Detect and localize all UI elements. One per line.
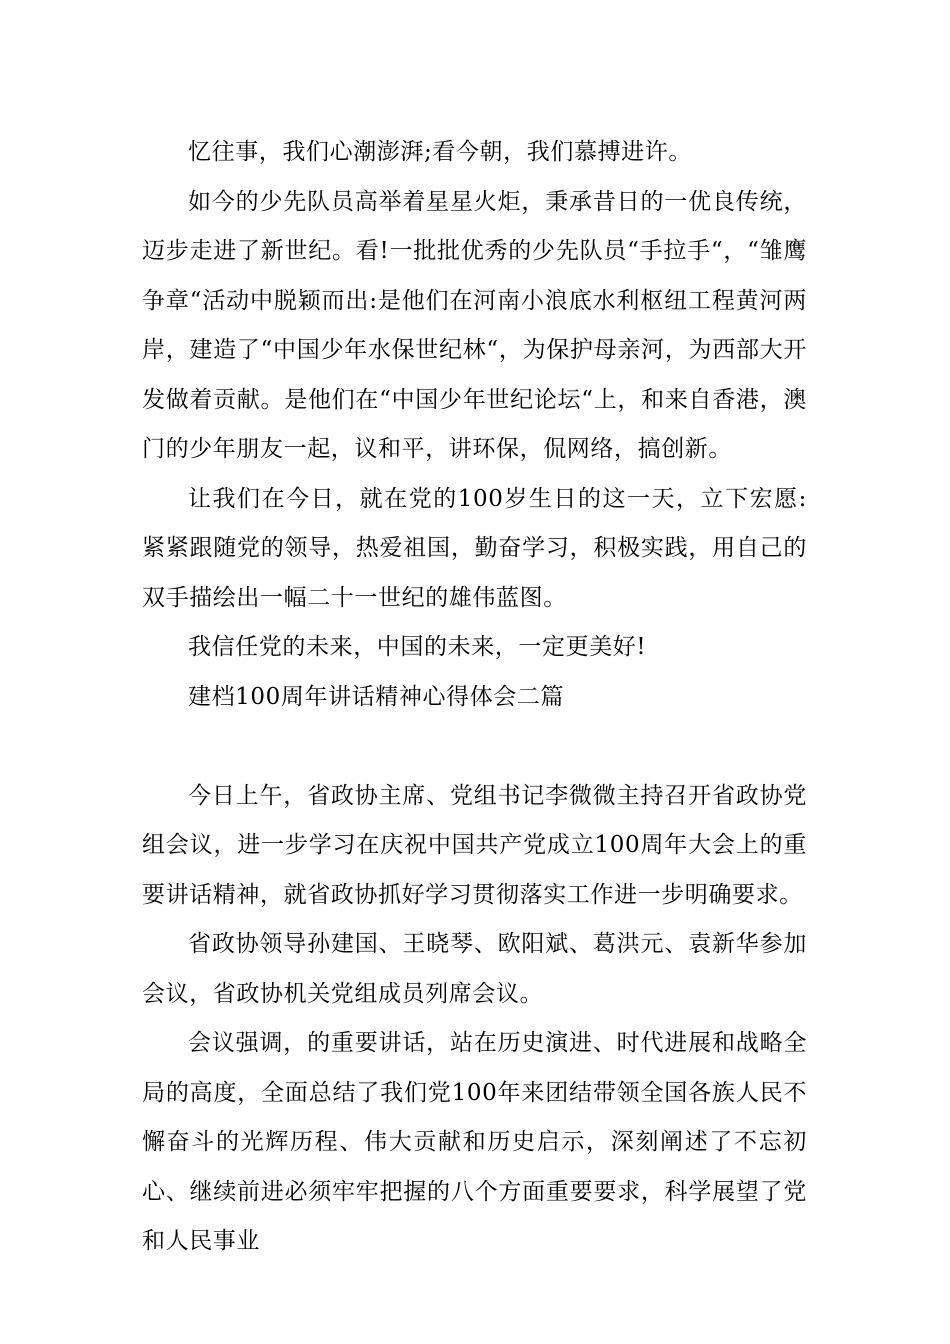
paragraph-young-pioneers: 如今的少先队员高举着星星火炬，秉承昔日的一优良传统，迈步走进了新世纪。看!一批批优秀的少先队员“手拉手“，“雏鹰争章“活动中脱颖而出:是他们在河南小浪底水利枢纽工程黄河两岸，建造了“中国少年水保世纪林“，为保护母亲河，为西部大开发做着贡献。是他们在“中国少年世纪论坛“上，和来自香港，澳门的少年朋友一起，议和平，讲环保，侃网络，搞创新。: [142, 188, 807, 462]
paragraph-recall: 忆往事，我们心潮澎湃;看今朝，我们慕搏进许。: [188, 139, 692, 165]
document-body: [142, 128, 807, 1267]
paragraph-attendees: 省政协领导孙建国、王晓琴、欧阳斌、葛洪元、袁新华参加会议，省政协机关党组成员列席会议。: [142, 931, 807, 1007]
paragraph-vow: 让我们在今日，就在党的100岁生日的这一天，立下宏愿:紧紧跟随党的领导，热爱祖国，勤奋学习，积极实践，用自己的双手描绘出一幅二十一世纪的雄伟蓝图。: [142, 485, 807, 611]
section-title: 建档100周年讲话精神心得体会二篇: [188, 683, 565, 710]
blank-line: [142, 722, 807, 772]
paragraph-belief: 我信任党的未来，中国的未来，一定更美好!: [188, 634, 647, 660]
paragraph-meeting: 今日上午，省政协主席、党组书记李微微主持召开省政协党组会议，进一步学习在庆祝中国共产党成立100周年大会上的重要讲话精神，就省政协抓好学习贯彻落实工作进一步明确要求。: [142, 782, 807, 908]
paragraph-emphasis: 会议强调，的重要讲话，站在历史演进、时代进展和战略全局的高度，全面总结了我们党100年来团结带领全国各族人民不懈奋斗的光辉历程、伟大贡献和历史启示，深刻阐述了不忘初心、继续前进必须牢牢把握的八个方面重要要求，科学展望了党和人民事业: [142, 1030, 807, 1254]
